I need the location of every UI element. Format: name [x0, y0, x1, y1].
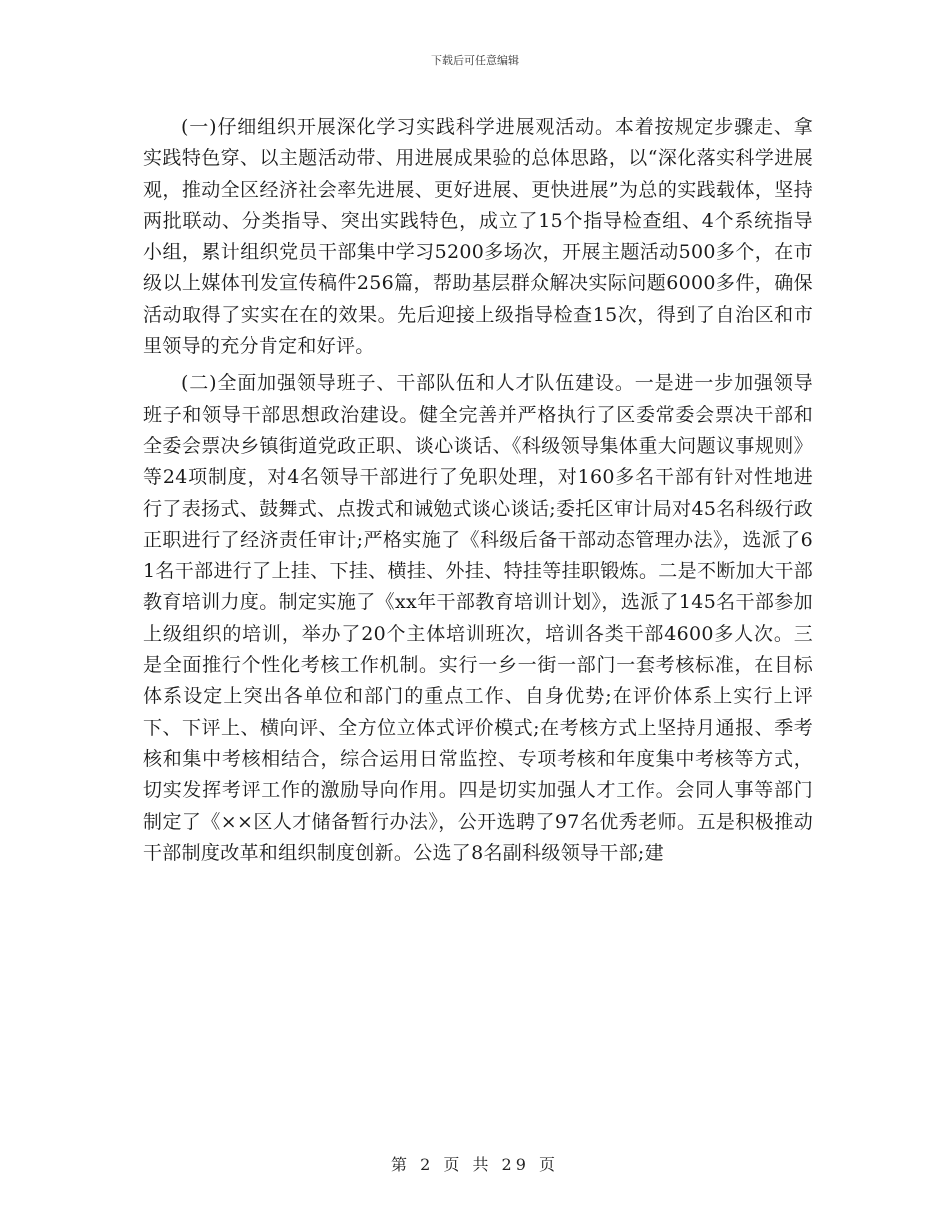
- paragraph-1: (一)仔细组织开展深化学习实践科学进展观活动。本着按规定步骤走、拿实践特色穿、以主题活动带、用进展成果验的总体思路，以“深化落实科学进展观，推动全区经济社会率先进展、更好进展、更快进展”为总的实践载体，坚持两批联动、分类指导、突出实践特色，成立了15个指导检查组、4个系统指导小组，累计组织党员干部集中学习5200多场次，开展主题活动500多个，在市级以上媒体刊发宣传稿件256篇，帮助基层群众解决实际问题6000多件，确保活动取得了实实在在的效果。先后迎接上级指导检查15次，得到了自治区和市里领导的充分肯定和好评。: [143, 116, 813, 358]
- document-body: [143, 112, 813, 869]
- paragraph-2: (二)全面加强领导班子、干部队伍和人才队伍建设。一是进一步加强领导班子和领导干部思想政治建设。健全完善并严格执行了区委常委会票决干部和全委会票决乡镇街道党政正职、谈心谈话、《科级领导集体重大问题议事规则》等24项制度，对4名领导干部进行了免职处理，对160多名干部有针对性地进行了表扬式、鼓舞式、点拨式和诫勉式谈心谈话;委托区审计局对45名科级行政正职进行了经济责任审计;严格实施了《科级后备干部动态管理办法》，选派了61名干部进行了上挂、下挂、横挂、外挂、特挂等挂职锻炼。二是不断加大干部教育培训力度。制定实施了《xx年干部教育培训计划》，选派了145名干部参加上级组织的培训，举办了20个主体培训班次，培训各类干部4600多人次。三是全面推行个性化考核工作机制。实行一乡一街一部门一套考核标准，在目标体系设定上突出各单位和部门的重点工作、自身优势;在评价体系上实行上评下、下评上、横向评、全方位立体式评价模式;在考核方式上坚持月通报、季考核和集中考核相结合，综合运用日常监控、专项考核和年度集中考核等方式，切实发挥考评工作的激励导向作用。四是切实加强人才工作。会同人事等部门制定了《××区人才储备暂行办法》，公开选聘了97名优秀老师。五是积极推动干部制度改革和组织制度创新。公选了8名副科级领导干部;建: [143, 372, 813, 864]
- page-number: 第 2 页 共 29 页: [391, 1155, 559, 1174]
- page-header-note: 下载后可任意编辑: [431, 54, 519, 67]
